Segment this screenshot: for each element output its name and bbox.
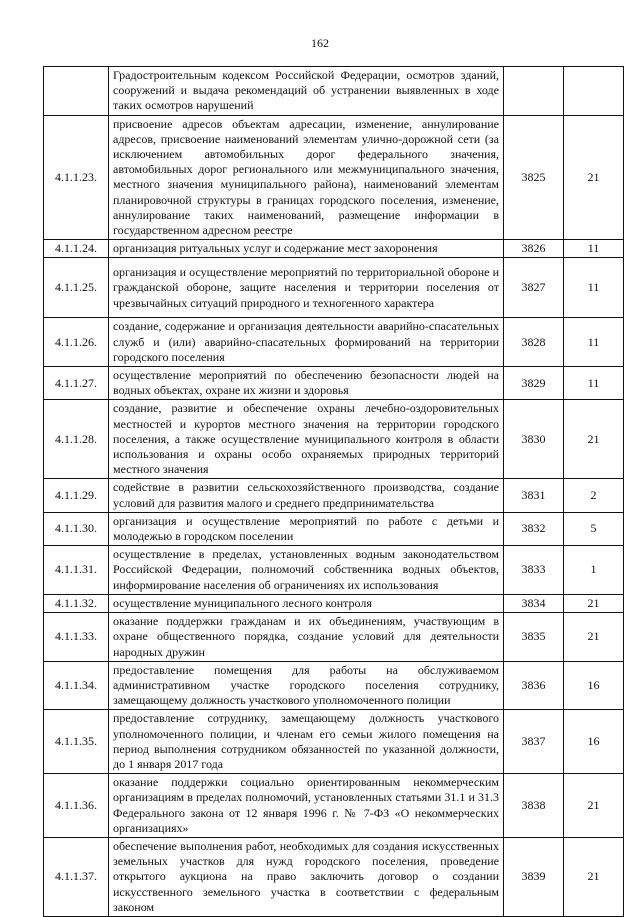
row-number: 3838	[504, 774, 564, 838]
row-number: 3832	[504, 512, 564, 545]
row-value: 2	[564, 479, 624, 512]
table-row	[44, 594, 624, 612]
table-row	[44, 774, 624, 838]
row-value: 21	[564, 400, 624, 479]
row-value: 21	[564, 837, 624, 916]
row-value: 21	[564, 774, 624, 838]
row-number: 3831	[504, 479, 564, 512]
row-number: 3837	[504, 710, 564, 774]
document-table	[43, 66, 624, 917]
row-text: организация и осуществление мероприятий по территориальной обороне и гражданской обороне, защите населения и территории поселения от чрезвычайных ситуаций природного и техногенного характера	[109, 258, 504, 318]
row-number: 3834	[504, 594, 564, 612]
row-value: 5	[564, 512, 624, 545]
row-code: 4.1.1.33.	[44, 613, 109, 662]
table-row	[44, 613, 624, 662]
table-row	[44, 400, 624, 479]
row-number: 3835	[504, 613, 564, 662]
row-number	[504, 67, 564, 116]
row-code: 4.1.1.26.	[44, 318, 109, 367]
row-text: организация ритуальных услуг и содержание мест захоронения	[109, 240, 504, 258]
table-row	[44, 240, 624, 258]
table-row	[44, 115, 624, 240]
row-number: 3833	[504, 546, 564, 595]
row-text: осуществление мероприятий по обеспечению безопасности людей на водных объектах, охране их жизни и здоровья	[109, 367, 504, 400]
row-code: 4.1.1.24.	[44, 240, 109, 258]
row-text: осуществление муниципального лесного контроля	[109, 594, 504, 612]
row-value: 11	[564, 258, 624, 318]
row-number: 3827	[504, 258, 564, 318]
row-value: 21	[564, 613, 624, 662]
row-value: 1	[564, 546, 624, 595]
table-row	[44, 258, 624, 318]
row-number: 3828	[504, 318, 564, 367]
row-code: 4.1.1.34.	[44, 661, 109, 710]
row-value: 21	[564, 115, 624, 240]
row-value: 11	[564, 240, 624, 258]
page-number: 162	[311, 36, 329, 50]
table-row	[44, 67, 624, 116]
row-code: 4.1.1.29.	[44, 479, 109, 512]
row-text: предоставление помещения для работы на обслуживаемом административном участке городского поселения сотруднику, замещающему должность участкового уполномоченного полиции	[109, 661, 504, 710]
row-code: 4.1.1.32.	[44, 594, 109, 612]
row-number: 3826	[504, 240, 564, 258]
table-row	[44, 479, 624, 512]
row-text: создание, развитие и обеспечение охраны лечебно-оздоровительных местностей и курортов местного значения на территории городского поселения, а также осуществление муниципального контроля в области использования и охраны особо охраняемых природных территорий местного значения	[109, 400, 504, 479]
row-number: 3829	[504, 367, 564, 400]
row-text: оказание поддержки социально ориентированным некоммерческим организациям в пределах полномочий, установленных статьями 31.1 и 31.3 Федерального закона от 12 января 1996 г. № 7-ФЗ «О некоммерческих организациях»	[109, 774, 504, 838]
row-value	[564, 67, 624, 116]
row-code: 4.1.1.31.	[44, 546, 109, 595]
row-text: оказание поддержки гражданам и их объединениям, участвующим в охране общественного порядка, создание условий для деятельности народных дружин	[109, 613, 504, 662]
table-row	[44, 710, 624, 774]
row-code: 4.1.1.23.	[44, 115, 109, 240]
table-body	[44, 67, 624, 917]
row-code: 4.1.1.28.	[44, 400, 109, 479]
row-text: присвоение адресов объектам адресации, изменение, аннулирование адресов, присвоение наименований элементам улично-дорожной сети (за исключением автомобильных дорог федерального значения, автомобильных дорог регионального или межмуниципального значения, местного значения муниципального района), наименований элементам планировочной структуры в границах городского поселения, изменение, аннулирование таких наименований, размещение информации в государственном адресном реестре	[109, 115, 504, 240]
table-row	[44, 661, 624, 710]
row-number: 3836	[504, 661, 564, 710]
row-text: предоставление сотруднику, замещающему должность участкового уполномоченного полиции, и членам его семьи жилого помещения на период выполнения сотрудником обязанностей по указанной должности, до 1 января 2017 года	[109, 710, 504, 774]
row-text: Градостроительным кодексом Российской Федерации, осмотров зданий, сооружений и выдача рекомендаций об устранении выявленных в ходе таких осмотров нарушений	[109, 67, 504, 116]
row-value: 16	[564, 661, 624, 710]
row-text: создание, содержание и организация деятельности аварийно-спасательных служб и (или) аварийно-спасательных формирований на территории городского поселения	[109, 318, 504, 367]
row-number: 3830	[504, 400, 564, 479]
row-value: 21	[564, 594, 624, 612]
row-text: обеспечение выполнения работ, необходимых для создания искусственных земельных участков для нужд городского поселения, проведение открытого аукциона на право заключить договор о создании искусственного земельного участка в соответствии с федеральным законом	[109, 837, 504, 916]
row-value: 11	[564, 318, 624, 367]
row-code	[44, 67, 109, 116]
table-row	[44, 367, 624, 400]
row-code: 4.1.1.27.	[44, 367, 109, 400]
table-row	[44, 546, 624, 595]
row-number: 3825	[504, 115, 564, 240]
row-code: 4.1.1.30.	[44, 512, 109, 545]
table-row	[44, 318, 624, 367]
row-number: 3839	[504, 837, 564, 916]
row-text: содействие в развитии сельскохозяйственного производства, создание условий для развития малого и среднего предпринимательства	[109, 479, 504, 512]
table-row	[44, 512, 624, 545]
row-code: 4.1.1.36.	[44, 774, 109, 838]
row-value: 16	[564, 710, 624, 774]
row-value: 11	[564, 367, 624, 400]
row-text: осуществление в пределах, установленных водным законодательством Российской Федерации, полномочий собственника водных объектов, информирование населения об ограничениях их использования	[109, 546, 504, 595]
row-text: организация и осуществление мероприятий по работе с детьми и молодежью в городском поселении	[109, 512, 504, 545]
row-code: 4.1.1.25.	[44, 258, 109, 318]
row-code: 4.1.1.35.	[44, 710, 109, 774]
row-code: 4.1.1.37.	[44, 837, 109, 916]
